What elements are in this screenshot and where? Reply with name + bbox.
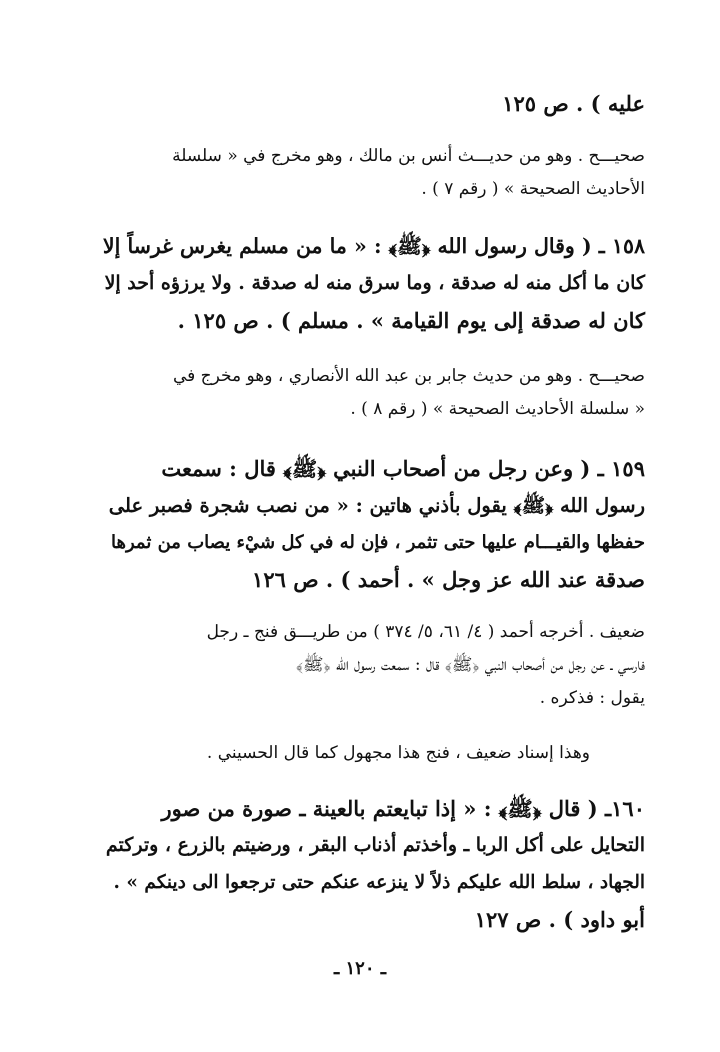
- text-line: التحايل على أكل الربا ـ وأخذتم أذناب البقر ، ورضيتم بالزرع ، وتركتم: [105, 834, 645, 856]
- text-line: فارسي ـ عن رجل من أصحاب النبي ﴿ﷺ﴾ قال : سمعت رسول الله ﴿ﷺ﴾: [296, 655, 645, 675]
- text-line: عليه ) . ص ١٢٥: [502, 91, 645, 116]
- text-line: ١٥٨ ـ ( وقال رسول الله ﴿ﷺ﴾ : « ما من مسلم يغرس غرساً إلا: [102, 234, 645, 258]
- text-line: ضعيف . أخرجه أحمد ( ٤/ ٦١، ٥/ ٣٧٤ ) من طريـــق فنج ـ رجل: [206, 622, 645, 642]
- page-number: ـ ١٢٠ ـ: [333, 958, 387, 979]
- hadith-160: [100, 790, 645, 938]
- hadith-159: [100, 450, 645, 598]
- hadith-158-grading: [100, 360, 645, 426]
- text-line: الجهاد ، سلط الله عليكم ذلاً لا ينزعه عنكم حتى ترجعوا الى دينكم » .: [113, 872, 645, 893]
- hadith-159-grading: [100, 616, 645, 715]
- text-line: أبو داود ) . ص ١٢٧: [474, 907, 645, 932]
- text-line: كان ما أكل منه له صدقة ، وما سرق منه له صدقة . ولا يرزؤه أحد إلا: [104, 272, 645, 294]
- hadith-158: [100, 228, 645, 339]
- text-line: يقول : فذكره .: [539, 688, 645, 708]
- text-line: الأحاديث الصحيحة » ( رقم ٧ ) .: [421, 179, 645, 199]
- text-line: ١٦٠ـ ( قال ﴿ﷺ﴾ : « إذا تبايعتم بالعينة ـ صورة من صور: [161, 796, 645, 821]
- text-line: صدقة عند الله عز وجل » . أحمد ) . ص ١٢٦: [252, 567, 645, 592]
- text-line: حفظها والقيـــام عليها حتى تثمر ، فإن له في كل شيْء يصاب من ثمرها: [111, 532, 645, 553]
- text-line: « سلسلة الأحاديث الصحيحة » ( رقم ٨ ) .: [350, 399, 645, 419]
- text-line: وهذا إسناد ضعيف ، فنج هذا مجهول كما قال الحسيني .: [206, 743, 590, 763]
- entry-157-reference: [100, 85, 645, 122]
- text-line: ١٥٩ ـ ( وعن رجل من أصحاب النبي ﴿ﷺ﴾ قال : سمعت: [161, 456, 645, 481]
- text-line: صحيـــح . وهو من حديـــث أنس بن مالك ، وهو مخرج في « سلسلة: [172, 146, 645, 166]
- entry-157-grading: [100, 140, 645, 206]
- text-line: كان له صدقة إلى يوم القيامة » . مسلم ) . ص ١٢٥ .: [177, 308, 645, 333]
- text-line: صحيـــح . وهو من حديث جابر بن عبد الله الأنصاري ، وهو مخرج في: [172, 366, 645, 386]
- hadith-159-note: [100, 737, 590, 770]
- text-line: رسول الله ﴿ﷺ﴾ يقول بأذني هاتين : « من نصب شجرة فصبر على: [108, 494, 645, 517]
